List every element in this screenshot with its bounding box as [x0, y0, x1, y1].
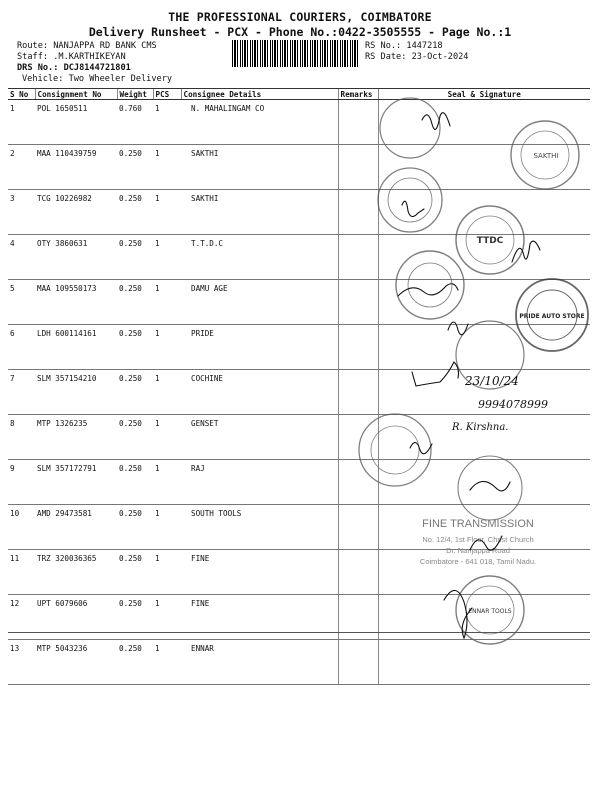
cell-sno: 6: [8, 325, 35, 370]
cell-pcs: 1: [153, 550, 181, 595]
company-title: THE PROFESSIONAL COURIERS, COIMBATORE: [168, 10, 432, 24]
route-label: Route: NANJAPPA RD BANK CMS: [17, 41, 157, 51]
cell-consignee: PRIDE: [181, 325, 338, 370]
col-consignment: Consignment No: [35, 89, 117, 100]
cell-weight: 0.250: [117, 595, 153, 640]
cell-weight: 0.250: [117, 640, 153, 685]
cell-seal-signature: [378, 235, 590, 280]
cell-pcs: 1: [153, 460, 181, 505]
cell-pcs: 1: [153, 415, 181, 460]
cell-pcs: 1: [153, 145, 181, 190]
cell-seal-signature: [378, 280, 590, 325]
bottom-rule: [8, 632, 590, 633]
table-row: [8, 190, 590, 235]
cell-weight: 0.250: [117, 550, 153, 595]
table-row: [8, 370, 590, 415]
cell-pcs: 1: [153, 640, 181, 685]
cell-pcs: 1: [153, 235, 181, 280]
cell-weight: 0.250: [117, 325, 153, 370]
cell-remarks: [338, 325, 378, 370]
table-row: [8, 550, 590, 595]
col-weight: Weight: [117, 89, 153, 100]
cell-consignment: AMD 29473581: [35, 505, 117, 550]
cell-seal-signature: [378, 505, 590, 550]
cell-seal-signature: [378, 190, 590, 235]
cell-sno: 1: [8, 100, 35, 145]
cell-sno: 11: [8, 550, 35, 595]
cell-remarks: [338, 460, 378, 505]
cell-weight: 0.250: [117, 235, 153, 280]
cell-consignment: TRZ 320036365: [35, 550, 117, 595]
cell-weight: 0.250: [117, 505, 153, 550]
cell-remarks: [338, 640, 378, 685]
ennar-seal-text: ENNAR TOOLS: [468, 608, 512, 615]
cell-seal-signature: [378, 370, 590, 415]
fine-stamp-addr3: Coimbatore - 641 018, Tamil Nadu.: [419, 557, 537, 566]
runsheet-table: [8, 88, 590, 685]
cell-sno: 8: [8, 415, 35, 460]
col-consignee: Consignee Details: [181, 89, 338, 100]
cell-weight: 0.250: [117, 460, 153, 505]
cell-consignee: FINE: [181, 550, 338, 595]
cell-sno: 3: [8, 190, 35, 235]
cell-sno: 10: [8, 505, 35, 550]
cell-consignment: MTP 1326235: [35, 415, 117, 460]
drs-number: DRS No.: DCJ8144721801: [17, 63, 131, 73]
cell-seal-signature: [378, 415, 590, 460]
col-pcs: PCS: [153, 89, 181, 100]
cell-remarks: [338, 190, 378, 235]
cell-weight: 0.250: [117, 370, 153, 415]
cell-sno: 9: [8, 460, 35, 505]
cell-seal-signature: [378, 640, 590, 685]
cell-sno: 13: [8, 640, 35, 685]
cell-pcs: 1: [153, 505, 181, 550]
cell-consignment: UPT 6079606: [35, 595, 117, 640]
handwritten-name: R. Kirshna.: [452, 422, 509, 433]
cell-consignee: SOUTH TOOLS: [181, 505, 338, 550]
cell-weight: 0.250: [117, 145, 153, 190]
cell-consignment: OTY 3860631: [35, 235, 117, 280]
cell-consignee: T.T.D.C: [181, 235, 338, 280]
cell-seal-signature: [378, 550, 590, 595]
cell-seal-signature: [378, 145, 590, 190]
table-row: [8, 280, 590, 325]
rs-number: RS No.: 1447218: [365, 41, 443, 51]
vehicle-label: Vehicle: Two Wheeler Delivery: [22, 74, 173, 84]
cell-seal-signature: [378, 325, 590, 370]
cell-consignment: TCG 10226982: [35, 190, 117, 235]
cell-sno: 7: [8, 370, 35, 415]
cell-consignee: GENSET: [181, 415, 338, 460]
cell-consignment: MTP 5043236: [35, 640, 117, 685]
table-row: [8, 460, 590, 505]
cell-sno: 4: [8, 235, 35, 280]
runsheet-subtitle: Delivery Runsheet - PCX - Phone No.:0422-3505555 - Page No.:1: [88, 25, 512, 39]
cell-pcs: 1: [153, 595, 181, 640]
cell-seal-signature: [378, 460, 590, 505]
sakthi-seal-text: SAKTHI: [533, 152, 559, 160]
cell-consignee: COCHINE: [181, 370, 338, 415]
col-remarks: Remarks: [338, 89, 378, 100]
cell-pcs: 1: [153, 280, 181, 325]
handwritten-date: 23/10/24: [465, 374, 519, 388]
fine-stamp-name: FINE TRANSMISSION: [422, 518, 534, 530]
cell-consignee: N. MAHALINGAM CO: [181, 100, 338, 145]
cell-pcs: 1: [153, 325, 181, 370]
cell-consignee: SAKTHI: [181, 145, 338, 190]
cell-consignment: MAA 110439759: [35, 145, 117, 190]
cell-remarks: [338, 370, 378, 415]
cell-remarks: [338, 280, 378, 325]
handwritten-phone: 9994078999: [478, 398, 548, 411]
cell-remarks: [338, 415, 378, 460]
cell-consignee: SAKTHI: [181, 190, 338, 235]
cell-pcs: 1: [153, 370, 181, 415]
rs-date: RS Date: 23-Oct-2024: [365, 52, 469, 62]
cell-consignee: FINE: [181, 595, 338, 640]
cell-consignment: SLM 357154210: [35, 370, 117, 415]
cell-consignee: ENNAR: [181, 640, 338, 685]
cell-remarks: [338, 505, 378, 550]
pride-seal-text: PRIDE AUTO STORE: [519, 313, 585, 320]
col-sno: S No: [8, 89, 35, 100]
cell-pcs: 1: [153, 100, 181, 145]
cell-remarks: [338, 550, 378, 595]
cell-consignment: LDH 600114161: [35, 325, 117, 370]
table-row: [8, 145, 590, 190]
cell-consignment: MAA 109550173: [35, 280, 117, 325]
staff-label: Staff: .M.KARTHIKEYAN: [17, 52, 126, 62]
cell-seal-signature: [378, 100, 590, 145]
cell-weight: 0.250: [117, 280, 153, 325]
table-row: [8, 505, 590, 550]
table-row: [8, 325, 590, 370]
cell-remarks: [338, 100, 378, 145]
cell-remarks: [338, 235, 378, 280]
barcode: [232, 40, 358, 67]
cell-pcs: 1: [153, 190, 181, 235]
cell-sno: 12: [8, 595, 35, 640]
cell-weight: 0.250: [117, 415, 153, 460]
ttdc-seal-text: TTDC: [476, 236, 504, 246]
table-row: [8, 235, 590, 280]
cell-sno: 2: [8, 145, 35, 190]
col-seal-signature: Seal & Signature: [378, 89, 590, 100]
cell-remarks: [338, 145, 378, 190]
cell-consignee: DAMU AGE: [181, 280, 338, 325]
cell-consignment: SLM 357172791: [35, 460, 117, 505]
cell-sno: 5: [8, 280, 35, 325]
table-header: [8, 89, 590, 100]
fine-stamp-addr2: Dr. Nanjappa Road: [446, 546, 510, 555]
table-row: [8, 100, 590, 145]
cell-consignment: POL 1650511: [35, 100, 117, 145]
fine-stamp-addr1: No. 12/4, 1st Floor, Christ Church: [422, 535, 534, 544]
table-row: [8, 640, 590, 685]
cell-weight: 0.760: [117, 100, 153, 145]
cell-weight: 0.250: [117, 190, 153, 235]
table-row: [8, 415, 590, 460]
cell-consignee: RAJ: [181, 460, 338, 505]
